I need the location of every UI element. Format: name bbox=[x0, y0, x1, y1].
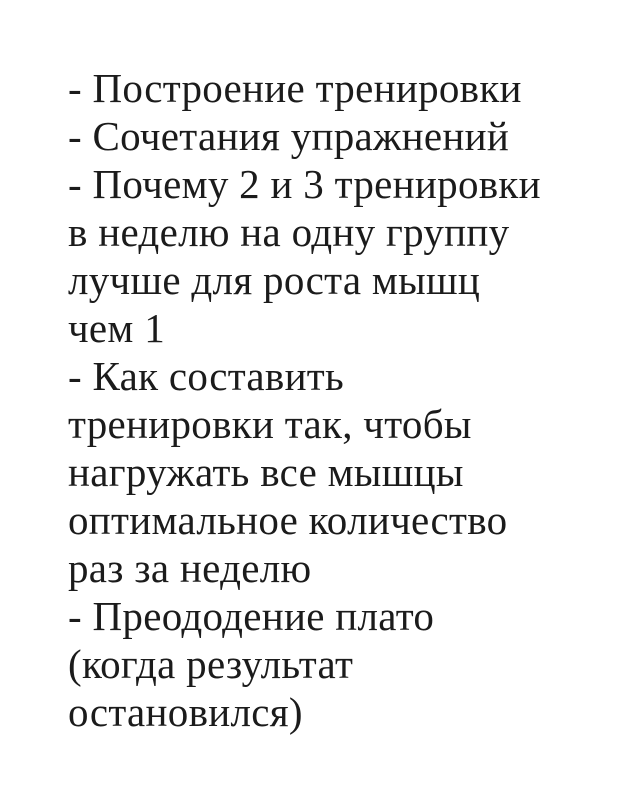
bullet-list bbox=[68, 64, 623, 736]
text-line: чем 1 bbox=[68, 305, 166, 351]
text-line: остановился) bbox=[68, 689, 303, 735]
text-line: (когда результат bbox=[68, 641, 354, 687]
text-line: нагружать все мышцы bbox=[68, 449, 464, 495]
text-line: - Сочетания упражнений bbox=[68, 113, 510, 159]
text-line: раз за неделю bbox=[68, 545, 312, 591]
text-line: лучше для роста мышц bbox=[68, 257, 481, 303]
text-line: - Как составить bbox=[68, 353, 345, 399]
text-line: в неделю на одну группу bbox=[68, 209, 510, 255]
text-line: - Построение тренировки bbox=[68, 65, 522, 111]
text-line: тренировки так, чтобы bbox=[68, 401, 472, 447]
text-line: - Преододение плато bbox=[68, 593, 435, 639]
text-line: - Почему 2 и 3 тренировки bbox=[68, 161, 541, 207]
text-line: оптимальное количество bbox=[68, 497, 508, 543]
